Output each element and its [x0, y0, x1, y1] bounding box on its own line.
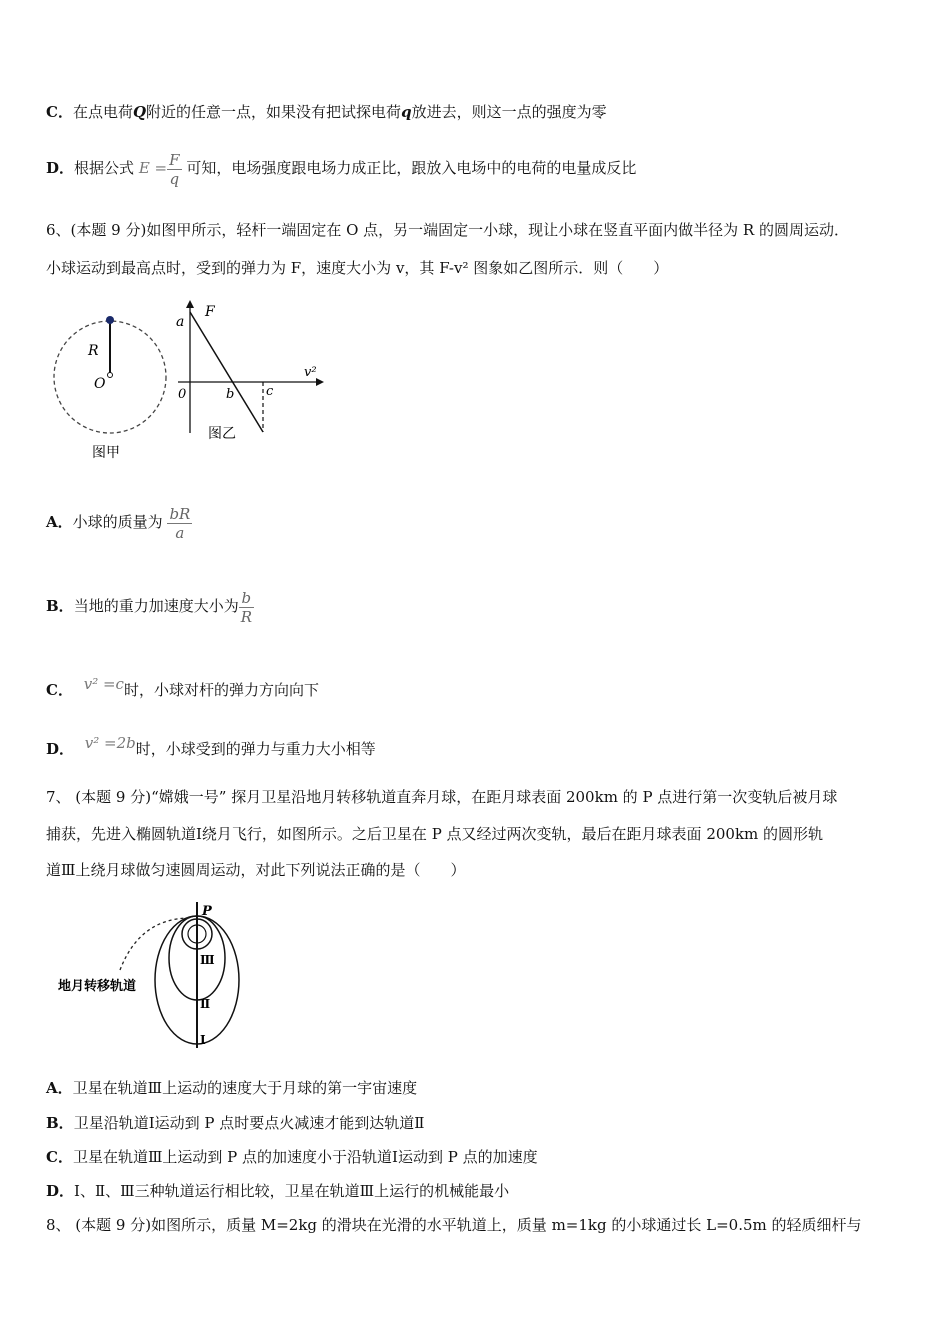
label-v2: v²	[304, 365, 317, 380]
option-label: B．	[46, 597, 74, 615]
option-label: D．	[46, 740, 75, 758]
q6-stem-line2: 小球运动到最高点时，受到的弹力为 F，速度大小为 v，其 F-v² 图象如乙图所示．则（ ）	[46, 259, 669, 277]
q6-stem-line1: 6、(本题 9 分)如图甲所示，轻杆一端固定在 O 点，另一端固定一小球，现让小球在竖直平面内做半径为 R 的圆周运动．	[46, 221, 849, 239]
q7-option-a	[46, 1078, 417, 1098]
q5-option-c	[46, 102, 607, 122]
formula-fraction	[167, 151, 181, 188]
option-text: 在点电荷	[72, 103, 133, 121]
q6-option-b	[46, 584, 254, 628]
label-P: P	[202, 904, 212, 919]
formula-fraction	[239, 589, 254, 626]
fraction-denominator: q	[169, 169, 180, 188]
option-text: Ⅰ、Ⅱ、Ⅲ三种轨道运行相比较，卫星在轨道Ⅲ上运行的机械能最小	[74, 1182, 510, 1200]
q7-stem-line1: 7、 (本题 9 分)“嫦娥一号” 探月卫星沿地月转移轨道直奔月球，在距月球表面 200km 的 P 点进行第一次变轨后被月球	[46, 788, 838, 806]
label-O: O	[94, 376, 106, 392]
label-F: F	[205, 304, 215, 320]
fraction-denominator: R	[240, 607, 252, 626]
option-label: C．	[46, 681, 73, 699]
fraction-numerator: F	[169, 150, 180, 169]
q7-stem-line2: 捕获，先进入椭圆轨道Ⅰ绕月飞行，如图所示。之后卫星在 P 点又经过两次变轨，最后在距月球表面 200km 的圆形轨	[46, 825, 824, 843]
option-text: 时，小球对杆的弹力方向向下	[123, 681, 319, 699]
label-II: Ⅱ	[200, 997, 211, 1011]
option-text: 当地的重力加速度大小为	[73, 597, 239, 615]
graph-line	[190, 312, 263, 432]
formula-fraction	[167, 505, 192, 542]
label-III: Ⅲ	[200, 953, 215, 967]
option-text: 根据公式	[74, 159, 135, 177]
label-transfer-orbit: 地月转移轨道	[58, 979, 137, 994]
figure-F-v2-graph	[170, 298, 330, 448]
option-text: 卫星在轨道Ⅲ上运动的速度大于月球的第一宇宙速度	[72, 1079, 418, 1097]
label-b: b	[226, 387, 235, 402]
label-I: Ⅰ	[200, 1033, 206, 1047]
option-text: 放进去，则这一点的强度为零	[411, 103, 607, 121]
figure-lunar-orbits	[50, 898, 260, 1058]
option-text: 附近的任意一点，如果没有把试探电荷	[146, 103, 402, 121]
q6-option-c	[46, 676, 319, 704]
label-c: c	[266, 384, 274, 399]
option-text: 时，小球受到的弹力与重力大小相等	[135, 740, 376, 758]
y-axis-arrow	[186, 300, 194, 308]
symbol-q: q	[401, 103, 412, 121]
option-label: C．	[46, 1148, 73, 1166]
q5-option-d	[46, 146, 636, 190]
option-text: 卫星在轨道Ⅲ上运动到 P 点的加速度小于沿轨道Ⅰ运动到 P 点的加速度	[72, 1148, 538, 1166]
x-axis-arrow	[316, 378, 324, 386]
ball-dot	[106, 316, 114, 324]
q7-option-b	[46, 1113, 424, 1133]
option-text: 可知，电场强度跟电场力成正比，跟放入电场中的电荷的电量成反比	[186, 159, 637, 177]
formula-v2-c: v² =c	[83, 675, 124, 693]
q7-option-d	[46, 1181, 509, 1201]
q6-option-d	[46, 735, 376, 763]
q7-option-c	[46, 1147, 538, 1167]
fig2-caption: 图乙	[208, 426, 236, 442]
fraction-denominator: a	[175, 523, 185, 542]
option-label: D．	[46, 1182, 75, 1200]
q8-stem-line1: 8、 (本题 9 分)如图所示，质量 M=2kg 的滑块在光滑的水平轨道上，质量 m=1kg 的小球通过长 L=0.5m 的轻质细杆与	[46, 1216, 862, 1234]
option-label: A．	[46, 513, 73, 531]
option-label: D．	[46, 159, 75, 177]
option-text: 小球的质量为	[72, 513, 163, 531]
option-label: A．	[46, 1079, 73, 1097]
pivot-point	[108, 373, 113, 378]
label-R: R	[88, 343, 99, 359]
figure-circle-rod	[50, 305, 180, 465]
fraction-numerator: b	[239, 589, 254, 608]
q7-stem-line3: 道Ⅲ上绕月球做匀速圆周运动，对此下列说法正确的是（ ）	[46, 861, 466, 879]
label-zero: 0	[178, 387, 187, 402]
label-a: a	[176, 314, 185, 330]
fig1-caption: 图甲	[92, 445, 120, 461]
option-label: B．	[46, 1114, 74, 1132]
symbol-Q: Q	[132, 103, 147, 121]
formula-v2-2b: v² =2b	[84, 734, 136, 752]
formula-lhs: E =	[138, 159, 168, 177]
option-text: 卫星沿轨道Ⅰ运动到 P 点时要点火减速才能到达轨道Ⅱ	[73, 1114, 425, 1132]
fraction-numerator: bR	[169, 504, 191, 523]
q6-option-a	[46, 500, 192, 544]
option-label: C．	[46, 103, 73, 121]
